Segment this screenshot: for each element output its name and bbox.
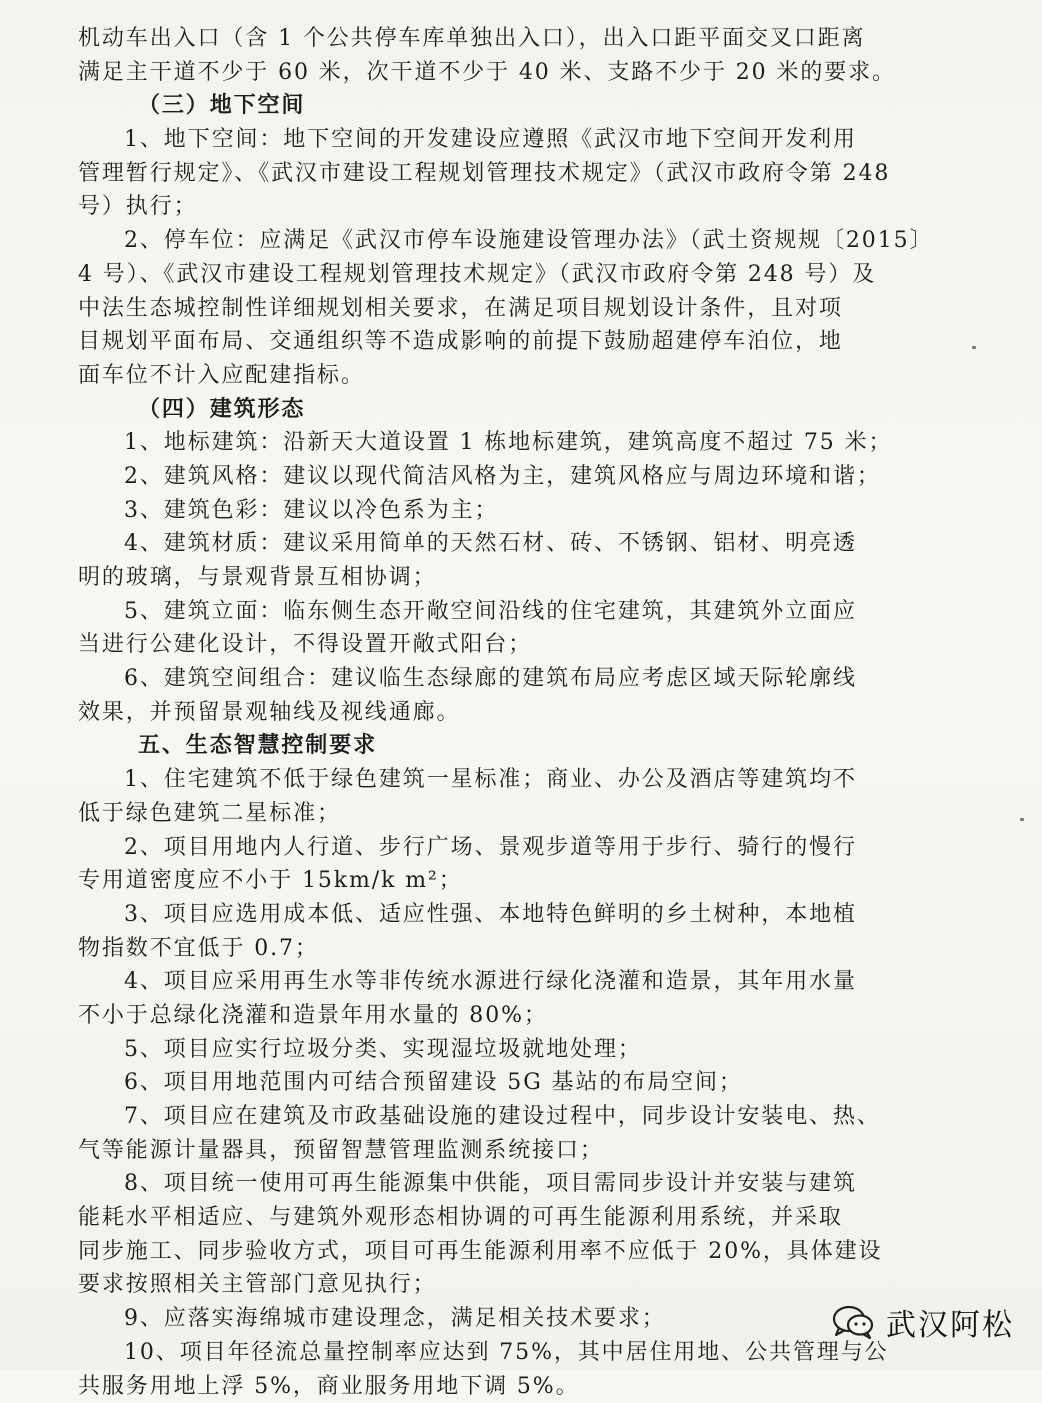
section-heading: （四）建筑形态	[78, 393, 938, 427]
text-line: 机动车出入口（含 1 个公共停车库单独出入口），出入口距平面交叉口距离	[78, 22, 938, 56]
text-line: 不小于总绿化浇灌和造景年用水量的 80%；	[78, 999, 938, 1033]
text-line: 效果，并预留景观轴线及视线通廊。	[78, 696, 938, 730]
text-line: 面车位不计入应配建指标。	[78, 359, 938, 393]
text-line: 8、项目统一使用可再生能源集中供能，项目需同步设计并安装与建筑	[78, 1167, 938, 1201]
text-line: 共服务用地上浮 5%，商业服务用地下调 5%。	[78, 1370, 938, 1403]
text-line: 3、建筑色彩：建议以冷色系为主；	[78, 494, 938, 528]
text-line: 10、项目年径流总量控制率应达到 75%，其中居住用地、公共管理与公	[78, 1336, 938, 1370]
text-line: 能耗水平相适应、与建筑外观形态相协调的可再生能源利用系统，并采取	[78, 1201, 938, 1235]
text-line: 2、建筑风格：建议以现代简洁风格为主，建筑风格应与周边环境和谐；	[78, 460, 938, 494]
text-line: 气等能源计量器具，预留智慧管理监测系统接口；	[78, 1134, 938, 1168]
wechat-bubble-icon	[830, 1302, 876, 1342]
section-heading: （三）地下空间	[78, 89, 938, 123]
text-line: 明的玻璃，与景观背景互相协调；	[78, 561, 938, 595]
text-line: 2、停车位：应满足《武汉市停车设施建设管理办法》（武土资规规〔2015〕	[78, 224, 938, 258]
text-line: 当进行公建化设计，不得设置开敞式阳台；	[78, 628, 938, 662]
text-line: 同步施工、同步验收方式，项目可再生能源利用率不应低于 20%，具体建设	[78, 1235, 938, 1269]
text-line: 7、项目应在建筑及市政基础设施的建设过程中，同步设计安装电、热、	[78, 1100, 938, 1134]
text-line: 2、项目用地内人行道、步行广场、景观步道等用于步行、骑行的慢行	[78, 831, 938, 865]
text-line: 要求按照相关主管部门意见执行；	[78, 1268, 938, 1302]
text-line: 5、建筑立面：临东侧生态开敞空间沿线的住宅建筑，其建筑外立面应	[78, 595, 938, 629]
text-line: 4 号）、《武汉市建设工程规划管理技术规定》（武汉市政府令第 248 号）及	[78, 258, 938, 292]
text-line: 1、地下空间：地下空间的开发建设应遵照《武汉市地下空间开发利用	[78, 123, 938, 157]
text-line: 中法生态城控制性详细规划相关要求，在满足项目规划设计条件，且对项	[78, 292, 938, 326]
section-heading: 五、生态智慧控制要求	[78, 729, 938, 763]
watermark-text: 武汉阿松	[886, 1300, 1014, 1344]
text-line: 1、住宅建筑不低于绿色建筑一星标准；商业、办公及酒店等建筑均不	[78, 763, 938, 797]
text-line: 3、项目应选用成本低、适应性强、本地特色鲜明的乡土树种，本地植	[78, 898, 938, 932]
text-line: 满足主干道不少于 60 米，次干道不少于 40 米、支路不少于 20 米的要求。	[78, 56, 938, 90]
watermark	[830, 1300, 1014, 1344]
text-line: 4、建筑材质：建议采用简单的天然石材、砖、不锈钢、铝材、明亮透	[78, 527, 938, 561]
text-line: 9、应落实海绵城市建设理念，满足相关技术要求；	[78, 1302, 938, 1336]
scan-speck	[1020, 818, 1024, 821]
text-line: 管理暂行规定》、《武汉市建设工程规划管理技术规定》（武汉市政府令第 248	[78, 157, 938, 191]
scan-speck	[972, 346, 976, 349]
text-line: 1、地标建筑：沿新天大道设置 1 栋地标建筑，建筑高度不超过 75 米；	[78, 426, 938, 460]
text-line: 低于绿色建筑二星标准；	[78, 797, 938, 831]
document-body	[78, 22, 938, 1403]
text-line: 号）执行；	[78, 190, 938, 224]
text-line: 6、建筑空间组合：建议临生态绿廊的建筑布局应考虑区域天际轮廓线	[78, 662, 938, 696]
text-line: 5、项目应实行垃圾分类、实现湿垃圾就地处理；	[78, 1033, 938, 1067]
text-line: 物指数不宜低于 0.7；	[78, 932, 938, 966]
text-line: 目规划平面布局、交通组织等不造成影响的前提下鼓励超建停车泊位，地	[78, 325, 938, 359]
text-line: 专用道密度应不小于 15km/k m²；	[78, 864, 938, 898]
text-line: 4、项目应采用再生水等非传统水源进行绿化浇灌和造景，其年用水量	[78, 965, 938, 999]
text-line: 6、项目用地范围内可结合预留建设 5G 基站的布局空间；	[78, 1066, 938, 1100]
